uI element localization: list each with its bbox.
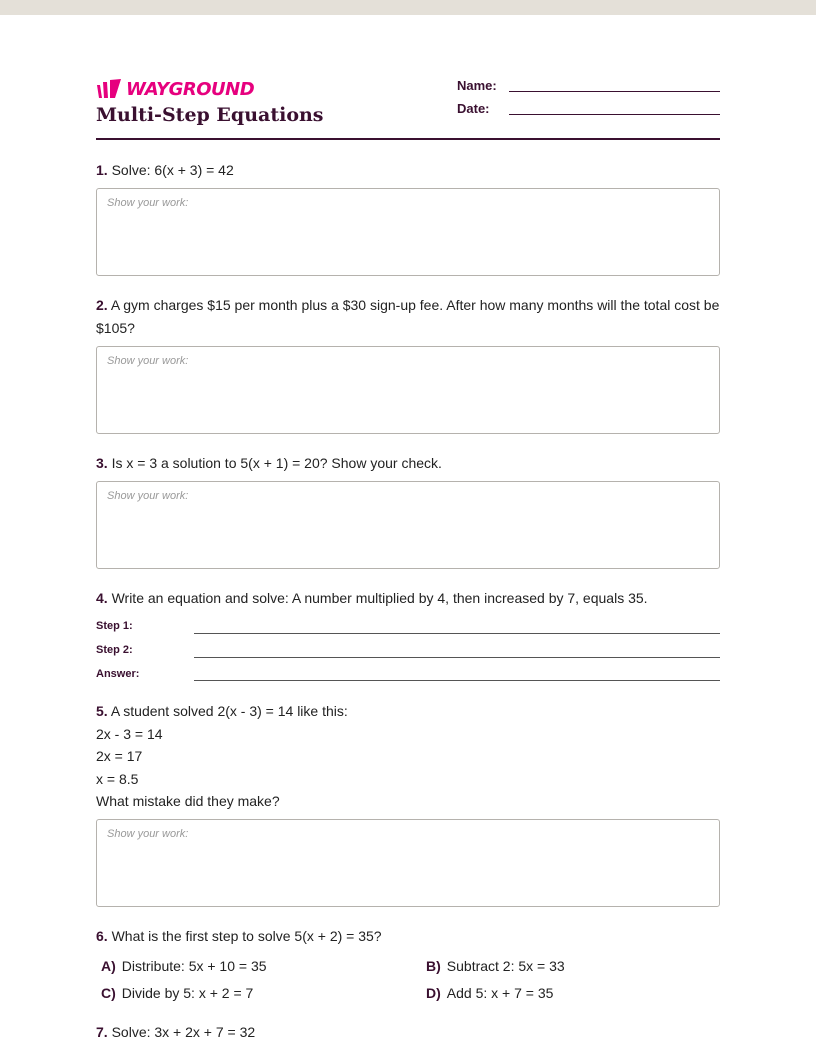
question-6: 6. What is the first step to solve 5(x + 2) = 35? [96,928,382,944]
work-box-5[interactable] [96,819,720,907]
work-box-1[interactable] [96,188,720,276]
student-work-line: x = 8.5 [96,770,139,787]
name-field[interactable] [509,91,720,92]
step-1-answer-line[interactable] [194,633,720,634]
top-bar [0,0,816,15]
date-label: Date: [457,101,490,116]
question-text-line: 5. A student solved 2(x - 3) = 14 like this: [96,703,348,719]
work-placeholder: Show your work: [107,828,189,840]
question-text: Write an equation and solve: A number multiplied by 4, then increased by 7, equals 35. [111,590,648,606]
step-1-label: Step 1: [96,620,133,632]
question-prompt: What mistake did they make? [96,793,280,809]
step-2-answer-line[interactable] [194,657,720,658]
question-5 [96,700,720,813]
name-label: Name: [457,78,497,93]
question-1: 1. Solve: 6(x + 3) = 42 [96,162,234,178]
choice-d[interactable]: D) Add 5: x + 7 = 35 [426,985,554,1001]
student-work-line: 2x - 3 = 14 [96,725,163,742]
final-answer-line[interactable] [194,680,720,681]
question-3: 3. Is x = 3 a solution to 5(x + 1) = 20? Show your check. [96,455,442,471]
question-7: 7. Solve: 3x + 2x + 7 = 32 [96,1024,256,1040]
choice-a[interactable]: A) Distribute: 5x + 10 = 35 [101,958,267,974]
question-4: 4. Write an equation and solve: A number multiplied by 4, then increased by 7, equals 35. [96,590,648,606]
student-work-line: 2x = 17 [96,748,143,764]
step-2-label: Step 2: [96,644,133,656]
question-text: Solve: 3x + 2x + 7 = 32 [111,1024,256,1040]
question-text: Solve: 6(x + 3) = 42 [111,162,234,178]
question-text: A gym charges $15 per month plus a $30 sign-up fee. After how many months will the total cost be $105? [96,297,720,336]
work-box-3[interactable] [96,481,720,569]
brand-name: WAYGROUND [126,78,255,100]
work-placeholder: Show your work: [107,355,189,367]
work-placeholder: Show your work: [107,197,189,209]
choice-c[interactable]: C) Divide by 5: x + 2 = 7 [101,985,254,1001]
page-title: Multi-Step Equations [96,104,324,126]
work-placeholder: Show your work: [107,490,189,502]
choice-b[interactable]: B) Subtract 2: 5x = 33 [426,958,565,974]
question-2: 2. A gym charges $15 per month plus a $30 sign-up fee. After how many months will the total cost be $105? [96,297,720,336]
answer-label: Answer: [96,668,140,680]
wayground-logo-icon [96,79,122,99]
question-text: What is the first step to solve 5(x + 2) = 35? [111,928,382,944]
question-text: Is x = 3 a solution to 5(x + 1) = 20? Show your check. [111,455,442,471]
date-field[interactable] [509,114,720,115]
brand-logo [96,79,254,99]
header-divider [96,138,720,140]
work-box-2[interactable] [96,346,720,434]
